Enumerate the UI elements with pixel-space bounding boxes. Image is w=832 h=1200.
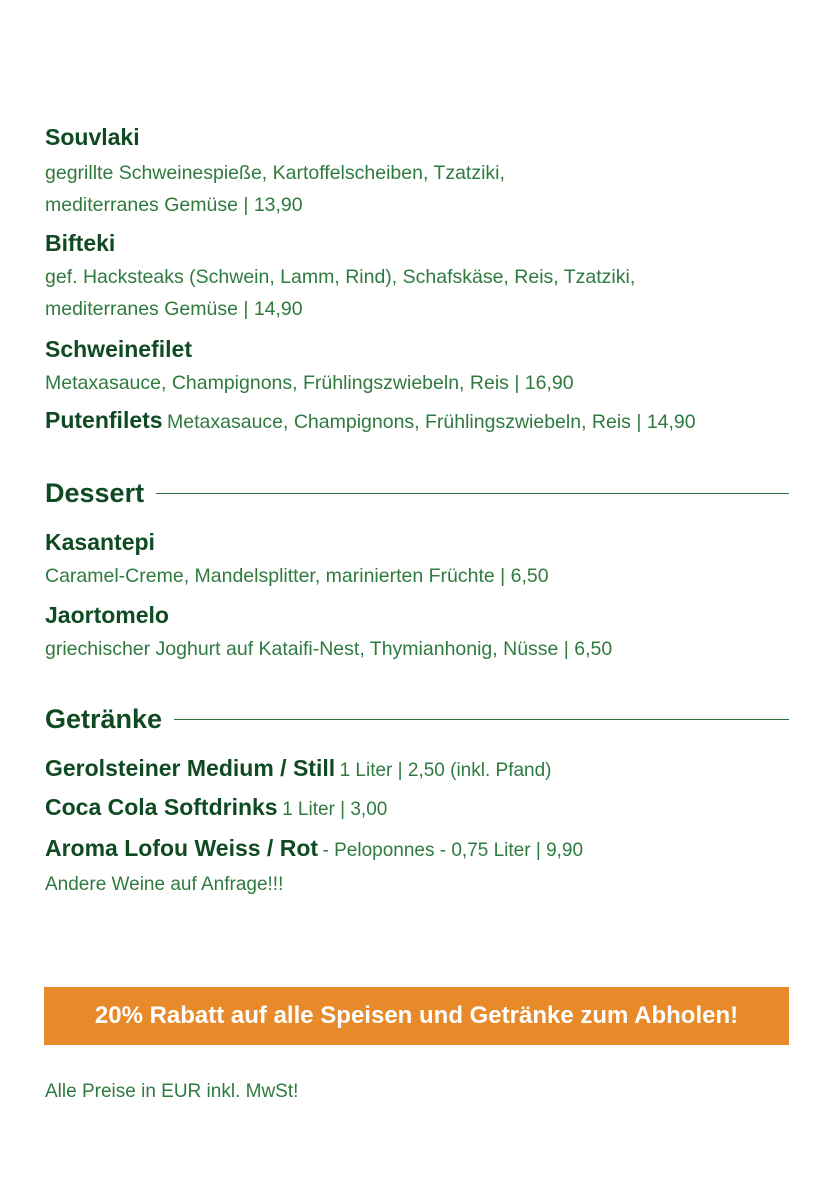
- item-name: Putenfilets: [45, 407, 163, 433]
- drink-name: Coca Cola Softdrinks: [45, 794, 278, 820]
- section-header-getraenke: [45, 702, 789, 736]
- drink-name: Gerolsteiner Medium / Still: [45, 755, 336, 781]
- price-footnote: Alle Preise in EUR inkl. MwSt!: [45, 1081, 299, 1102]
- item-description: Metaxasauce, Champignons, Frühlingszwiebeln, Reis | 16,90: [45, 372, 574, 394]
- item-name: Bifteki: [45, 230, 116, 256]
- item-name: Jaortomelo: [45, 602, 169, 628]
- item-description: Metaxasauce, Champignons, Frühlingszwiebeln, Reis | 14,90: [167, 411, 696, 433]
- menu-item-putenfilets: [45, 406, 696, 434]
- item-name: Souvlaki: [45, 124, 140, 150]
- drink-item-coca-cola: [45, 794, 387, 821]
- menu-item-kasantepi: [45, 528, 549, 592]
- drink-item-gerolsteiner: [45, 755, 552, 782]
- menu-item-souvlaki: [45, 123, 505, 221]
- section-divider: [156, 493, 789, 494]
- drink-name: Aroma Lofou Weiss / Rot: [45, 835, 319, 861]
- item-name: Schweinefilet: [45, 336, 192, 362]
- drink-item-aroma-lofou: [45, 835, 583, 862]
- section-title: Dessert: [45, 478, 145, 508]
- drink-description: 1 Liter | 2,50 (inkl. Pfand): [339, 760, 552, 781]
- menu-item-jaortomelo: [45, 601, 612, 665]
- section-header-dessert: [45, 476, 789, 510]
- item-description: gef. Hacksteaks (Schwein, Lamm, Rind), Schafskäse, Reis, Tzatziki,: [45, 266, 636, 288]
- item-description: mediterranes Gemüse | 13,90: [45, 194, 303, 216]
- promo-text: 20% Rabatt auf alle Speisen und Getränke zum Abholen!: [94, 1002, 739, 1029]
- wine-note: Andere Weine auf Anfrage!!!: [45, 874, 284, 895]
- item-name: Kasantepi: [45, 529, 155, 555]
- section-title: Getränke: [45, 704, 163, 734]
- menu-item-schweinefilet: [45, 335, 574, 399]
- item-description: Caramel-Creme, Mandelsplitter, marinierten Früchte | 6,50: [45, 565, 549, 587]
- drink-description: 1 Liter | 3,00: [282, 799, 388, 820]
- section-divider: [174, 719, 789, 720]
- promo-banner: [44, 987, 789, 1045]
- menu-item-bifteki: [45, 229, 635, 325]
- item-description: mediterranes Gemüse | 14,90: [45, 298, 303, 320]
- item-description: gegrillte Schweinespieße, Kartoffelscheiben, Tzatziki,: [45, 162, 505, 184]
- drink-description: - Peloponnes - 0,75 Liter | 9,90: [322, 840, 584, 861]
- item-description: griechischer Joghurt auf Kataifi-Nest, Thymianhonig, Nüsse | 6,50: [45, 638, 613, 660]
